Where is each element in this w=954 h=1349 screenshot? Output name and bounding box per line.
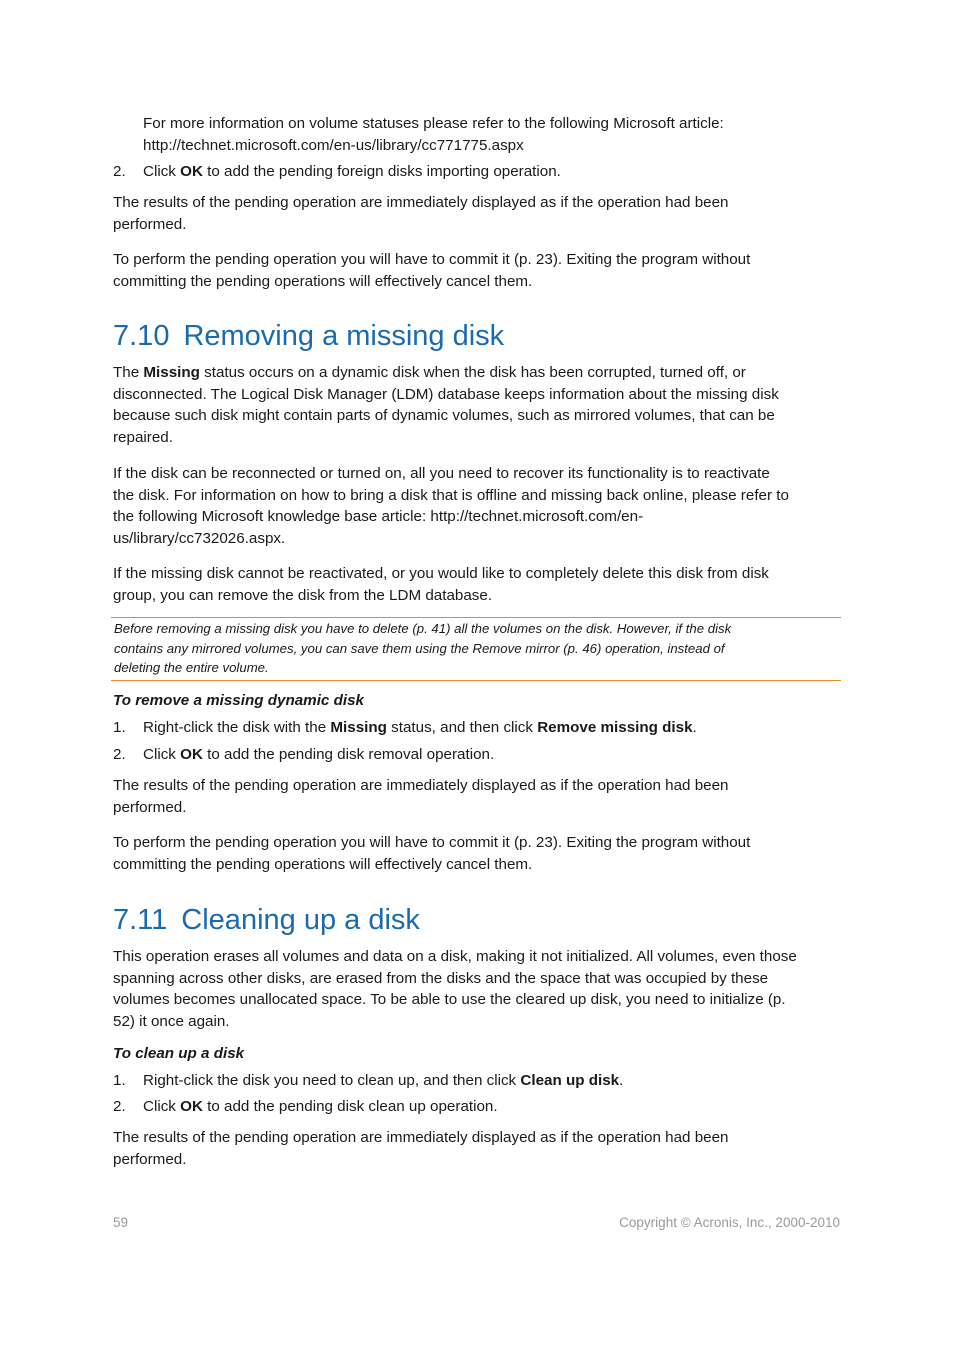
text-line [113, 362, 843, 384]
section-title: Cleaning up a disk [181, 904, 420, 936]
note-line: Before removing a missing disk you have to delete (p. 41) all the volumes on the disk. However, if the disk [114, 621, 732, 636]
text-line: To perform the pending operation you will have to commit it (p. 23). Exiting the program without [113, 834, 751, 851]
procedure-title: To remove a missing dynamic disk [113, 692, 364, 709]
text-run: to add the pending disk removal operation. [202, 746, 495, 763]
results-paragraph [113, 192, 843, 235]
text-line: the following Microsoft knowledge base article: http://technet.microsoft.com/en- [113, 508, 644, 525]
copyright-notice: Copyright © Acronis, Inc., 2000-2010 [619, 1215, 840, 1230]
list-number: 1. [113, 719, 126, 736]
text-line: repaired. [113, 428, 173, 446]
bold-text: Missing [330, 719, 387, 736]
text-run: Right-click the disk you need to clean up, and then click [143, 1072, 521, 1089]
text-line: To perform the pending operation you will have to commit it (p. 23). Exiting the program without [113, 251, 751, 268]
cleanup-description-paragraph [113, 946, 843, 1032]
text-run: The [113, 364, 144, 381]
text-line: The results of the pending operation are immediately displayed as if the operation had been [113, 1129, 729, 1146]
list-text [143, 717, 843, 739]
text-line: performed. [113, 798, 187, 816]
text-line: because such disk might contain parts of dynamic volumes, such as mirrored volumes, that can be [113, 407, 775, 424]
text-line: This operation erases all volumes and data on a disk, making it not initialized. All volumes, even those [113, 948, 797, 965]
results-paragraph [113, 775, 843, 818]
bold-text: OK [180, 746, 203, 763]
section-heading-7-11 [113, 902, 420, 938]
bold-text: Clean up disk [520, 1072, 620, 1089]
commit-paragraph [113, 832, 843, 875]
text-line: If the disk can be reconnected or turned on, all you need to recover its functionality is to reactivate [113, 465, 770, 482]
text-run: status, and then click [386, 719, 538, 736]
page-number: 59 [113, 1215, 129, 1230]
results-paragraph [113, 1127, 843, 1170]
text-line: For more information on volume statuses please refer to the following Microsoft article: [143, 115, 724, 132]
list-number: 2. [113, 746, 126, 763]
remove-ldm-paragraph [113, 563, 843, 606]
text-line: disconnected. The Logical Disk Manager (LDM) database keeps information about the missing disk [113, 385, 779, 403]
text-line: If the missing disk cannot be reactivated, or you would like to completely delete this disk from disk [113, 565, 769, 582]
text-line: performed. [113, 215, 187, 233]
text-line: the disk. For information on how to bring a disk that is offline and missing back online, please refer to [113, 486, 789, 504]
text-line: volumes becomes unallocated space. To be able to use the cleared up disk, you need to initialize (p. [113, 991, 786, 1008]
text-line: us/library/cc732026.aspx. [113, 529, 286, 547]
list-text [143, 1070, 843, 1092]
text-run: . [619, 1072, 624, 1089]
text-line: The results of the pending operation are immediately displayed as if the operation had been [113, 777, 729, 794]
text-run: Right-click the disk with the [143, 719, 331, 736]
ms-article-paragraph [143, 113, 843, 156]
bold-text: OK [180, 163, 203, 180]
list-number: 2. [113, 163, 126, 180]
bold-text: OK [180, 1098, 203, 1115]
text-line: The results of the pending operation are immediately displayed as if the operation had been [113, 194, 729, 211]
reactivate-paragraph [113, 463, 843, 549]
section-title: Removing a missing disk [183, 320, 505, 352]
text-run: Click [143, 746, 181, 763]
list-text [143, 161, 843, 183]
text-line: performed. [113, 1150, 187, 1168]
procedure-title: To clean up a disk [113, 1045, 245, 1062]
note-line: contains any mirrored volumes, you can save them using the Remove mirror (p. 46) operation, instead of [114, 640, 725, 656]
bold-text: Missing [143, 364, 200, 381]
text-line: 52) it once again. [113, 1012, 230, 1030]
note-line: deleting the entire volume. [114, 660, 269, 676]
text-run: Click [143, 163, 181, 180]
commit-paragraph [113, 249, 843, 292]
text-line: group, you can remove the disk from the LDM database. [113, 586, 493, 604]
list-text [143, 1096, 843, 1118]
text-run: to add the pending disk clean up operation. [202, 1098, 498, 1115]
section-number: 7.10 [113, 320, 170, 352]
section-heading-7-10 [113, 318, 504, 354]
bold-text: Remove missing disk [537, 719, 693, 736]
list-number: 2. [113, 1098, 126, 1115]
section-number: 7.11 [113, 904, 168, 936]
note-box [111, 617, 841, 681]
text-run: to add the pending foreign disks importing operation. [202, 163, 561, 180]
text-line: spanning across other disks, are erased from the disks and the space that was occupied by these [113, 969, 769, 987]
text-line: committing the pending operations will effectively cancel them. [113, 855, 533, 873]
text-run: . [692, 719, 697, 736]
text-run: status occurs on a dynamic disk when the disk has been corrupted, turned off, or [199, 364, 746, 381]
missing-status-paragraph [113, 362, 843, 448]
text-run: Click [143, 1098, 181, 1115]
list-text [143, 744, 843, 766]
list-number: 1. [113, 1072, 126, 1089]
ms-article-link[interactable]: http://technet.microsoft.com/en-us/library/cc771775.aspx [143, 136, 524, 154]
text-line: committing the pending operations will effectively cancel them. [113, 272, 533, 290]
